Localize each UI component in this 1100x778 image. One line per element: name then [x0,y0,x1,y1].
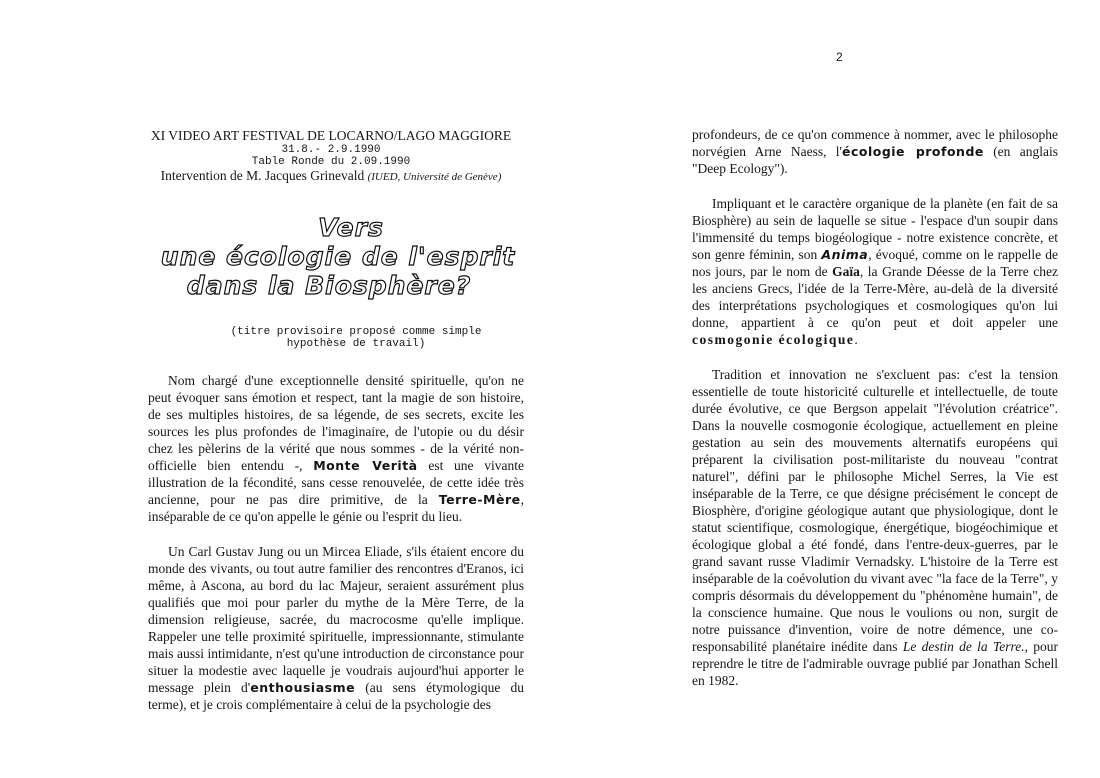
festival-title: XI VIDEO ART FESTIVAL DE LOCARNO/LAGO MAGGIORE [150,128,512,143]
speaker-name: Intervention de M. Jacques Grinevald [160,168,365,183]
subtitle-line-2: hypothèse de travail) [286,338,426,350]
document-header [142,128,520,185]
essay-subtitle [188,326,524,350]
essay-title-line-2: une écologie de l'esprit [160,242,516,271]
paragraph-monte-verita: Nom chargé d'une exceptionnelle densité spirituelle, qu'on ne peut évoquer sans émotion et respect, tant la magie de son histoire, de ses multiples histoires, de sa légende, de ses secrets, excite les sources les plus profondes de l'imaginaire, de l'utopie ou du désir chez les pèlerins de la vérité que nous sommes - de la vérité non-officielle bien entendu -, Monte Verità est une vivante illustration de la fécondité, sans cesse renouvelée, de cette idée très ancienne, pour ne pas dire primitive, de la Terre-Mère, inséparable de ce qu'on appelle le génie ou l'esprit du lieu. [148,373,524,524]
book-title: Le destin de la Terre. [902,639,1025,654]
speaker-affiliation: (IUED, Université de Genève) [367,171,502,183]
paragraph-deep-ecology: profondeurs, de ce qu'on commence à nommer, avec le philosophe norvégien Arne Naess, l'écologie profonde (en anglais "Deep Ecology"). [692,127,1058,176]
page-number: 2 [836,50,843,64]
term-gaia: Gaïa [832,264,860,279]
essay-title-line-1: Vers [318,213,384,242]
table-ronde-date: Table Ronde du 2.09.1990 [251,156,411,168]
paragraph-tradition-innovation: Tradition et innovation ne s'excluent pas: c'est la tension essentielle de toute historicité culturelle et intellectuelle, de toute durée évolutive, ce que Bergson appelait "l'évolution créatrice". Dans la nouvelle cosmogonie écologique, actuellement en pleine gestation au sein des mouvements alternatifs européens qui préparent la civilisation post-militariste du nouveau "contrat naturel", défini par le philosophe Michel Serres, la Vie est inséparable de la Terre, ce que désigne précisément le concept de Biosphère, d'origine géologique autant que physiologique, dont le statut scientifique, cosmologique, énergétique, biogéochimique et écologique global a été fondé, dans l'entre-deux-guerres, par le grand savant russe Vladimir Vernadsky. L'histoire de la Terre est inséparable de la coévolution du vivant avec "la face de la Terre", y compris désormais du développement du "phénomène humain", de la conscience humaine. Que nous le voulions ou non, surgit de notre puissance d'invention, voire de notre démence, une co-responsabilité planétaire inédite dans Le destin de la Terre., pour reprendre le titre de l'admirable ouvrage publié par Jonathan Schell en 1982. [692,367,1058,688]
paragraph-anima-gaia: Impliquant et le caractère organique de la planète (en fait de sa Biosphère) au sein de laquelle se situe - l'espace d'un soupir dans l'immensité du temps biogéologique - notre existence concrète, et son genre féminin, son Anima, évoqué, comme on le rappelle de nos jours, par le nom de Gaïa, la Grande Déesse de la Terre chez les anciens Grecs, l'idée de la Terre-Mère, au-delà de la diversité des interprétations psychologiques et cosmologiques qu'on lui donne, appartient à ce qu'on peut et doit appeler une cosmogonie écologique. [692,196,1058,347]
festival-dates: 31.8.- 2.9.1990 [281,144,381,156]
right-page [692,126,1058,689]
term-enthousiasme: enthousiasme [250,680,356,695]
term-cosmogonie-ecologique: cosmogonie écologique [692,332,855,347]
essay-title-line-3: dans la Biosphère? [186,271,472,300]
term-anima: Anima [821,247,869,262]
essay-title [148,213,524,300]
term-terre-mere: Terre-Mère [438,492,521,507]
paragraph-jung-eliade: Un Carl Gustav Jung ou un Mircea Eliade, s'ils étaient encore du monde des vivants, ou tout autre familier des rencontres d'Eranos, ici même, à Ascona, au bord du lac Majeur, seraient assurément plus qualifiés que moi pour parler du mythe de la Mère Terre, de la dimension religieuse, sacrée, du macrocosme qu'elle implique. Rappeler une telle proximité spirituelle, impressionnante, stimulante mais aussi intimidante, n'est qu'une introduction de circonstance pour situer la modestie avec laquelle je voudrais aujourd'hui apporter le message plein d'enthousiasme (au sens étymologique du terme), et je crois complémentaire à celui de la psychologie des [148,544,524,712]
term-ecologie-profonde: écologie profonde [841,144,984,159]
left-page [148,128,524,713]
subtitle-line-1: (titre provisoire proposé comme simple [230,326,482,338]
speaker-line [142,168,520,185]
term-monte-verita: Monte Verità [313,458,418,473]
